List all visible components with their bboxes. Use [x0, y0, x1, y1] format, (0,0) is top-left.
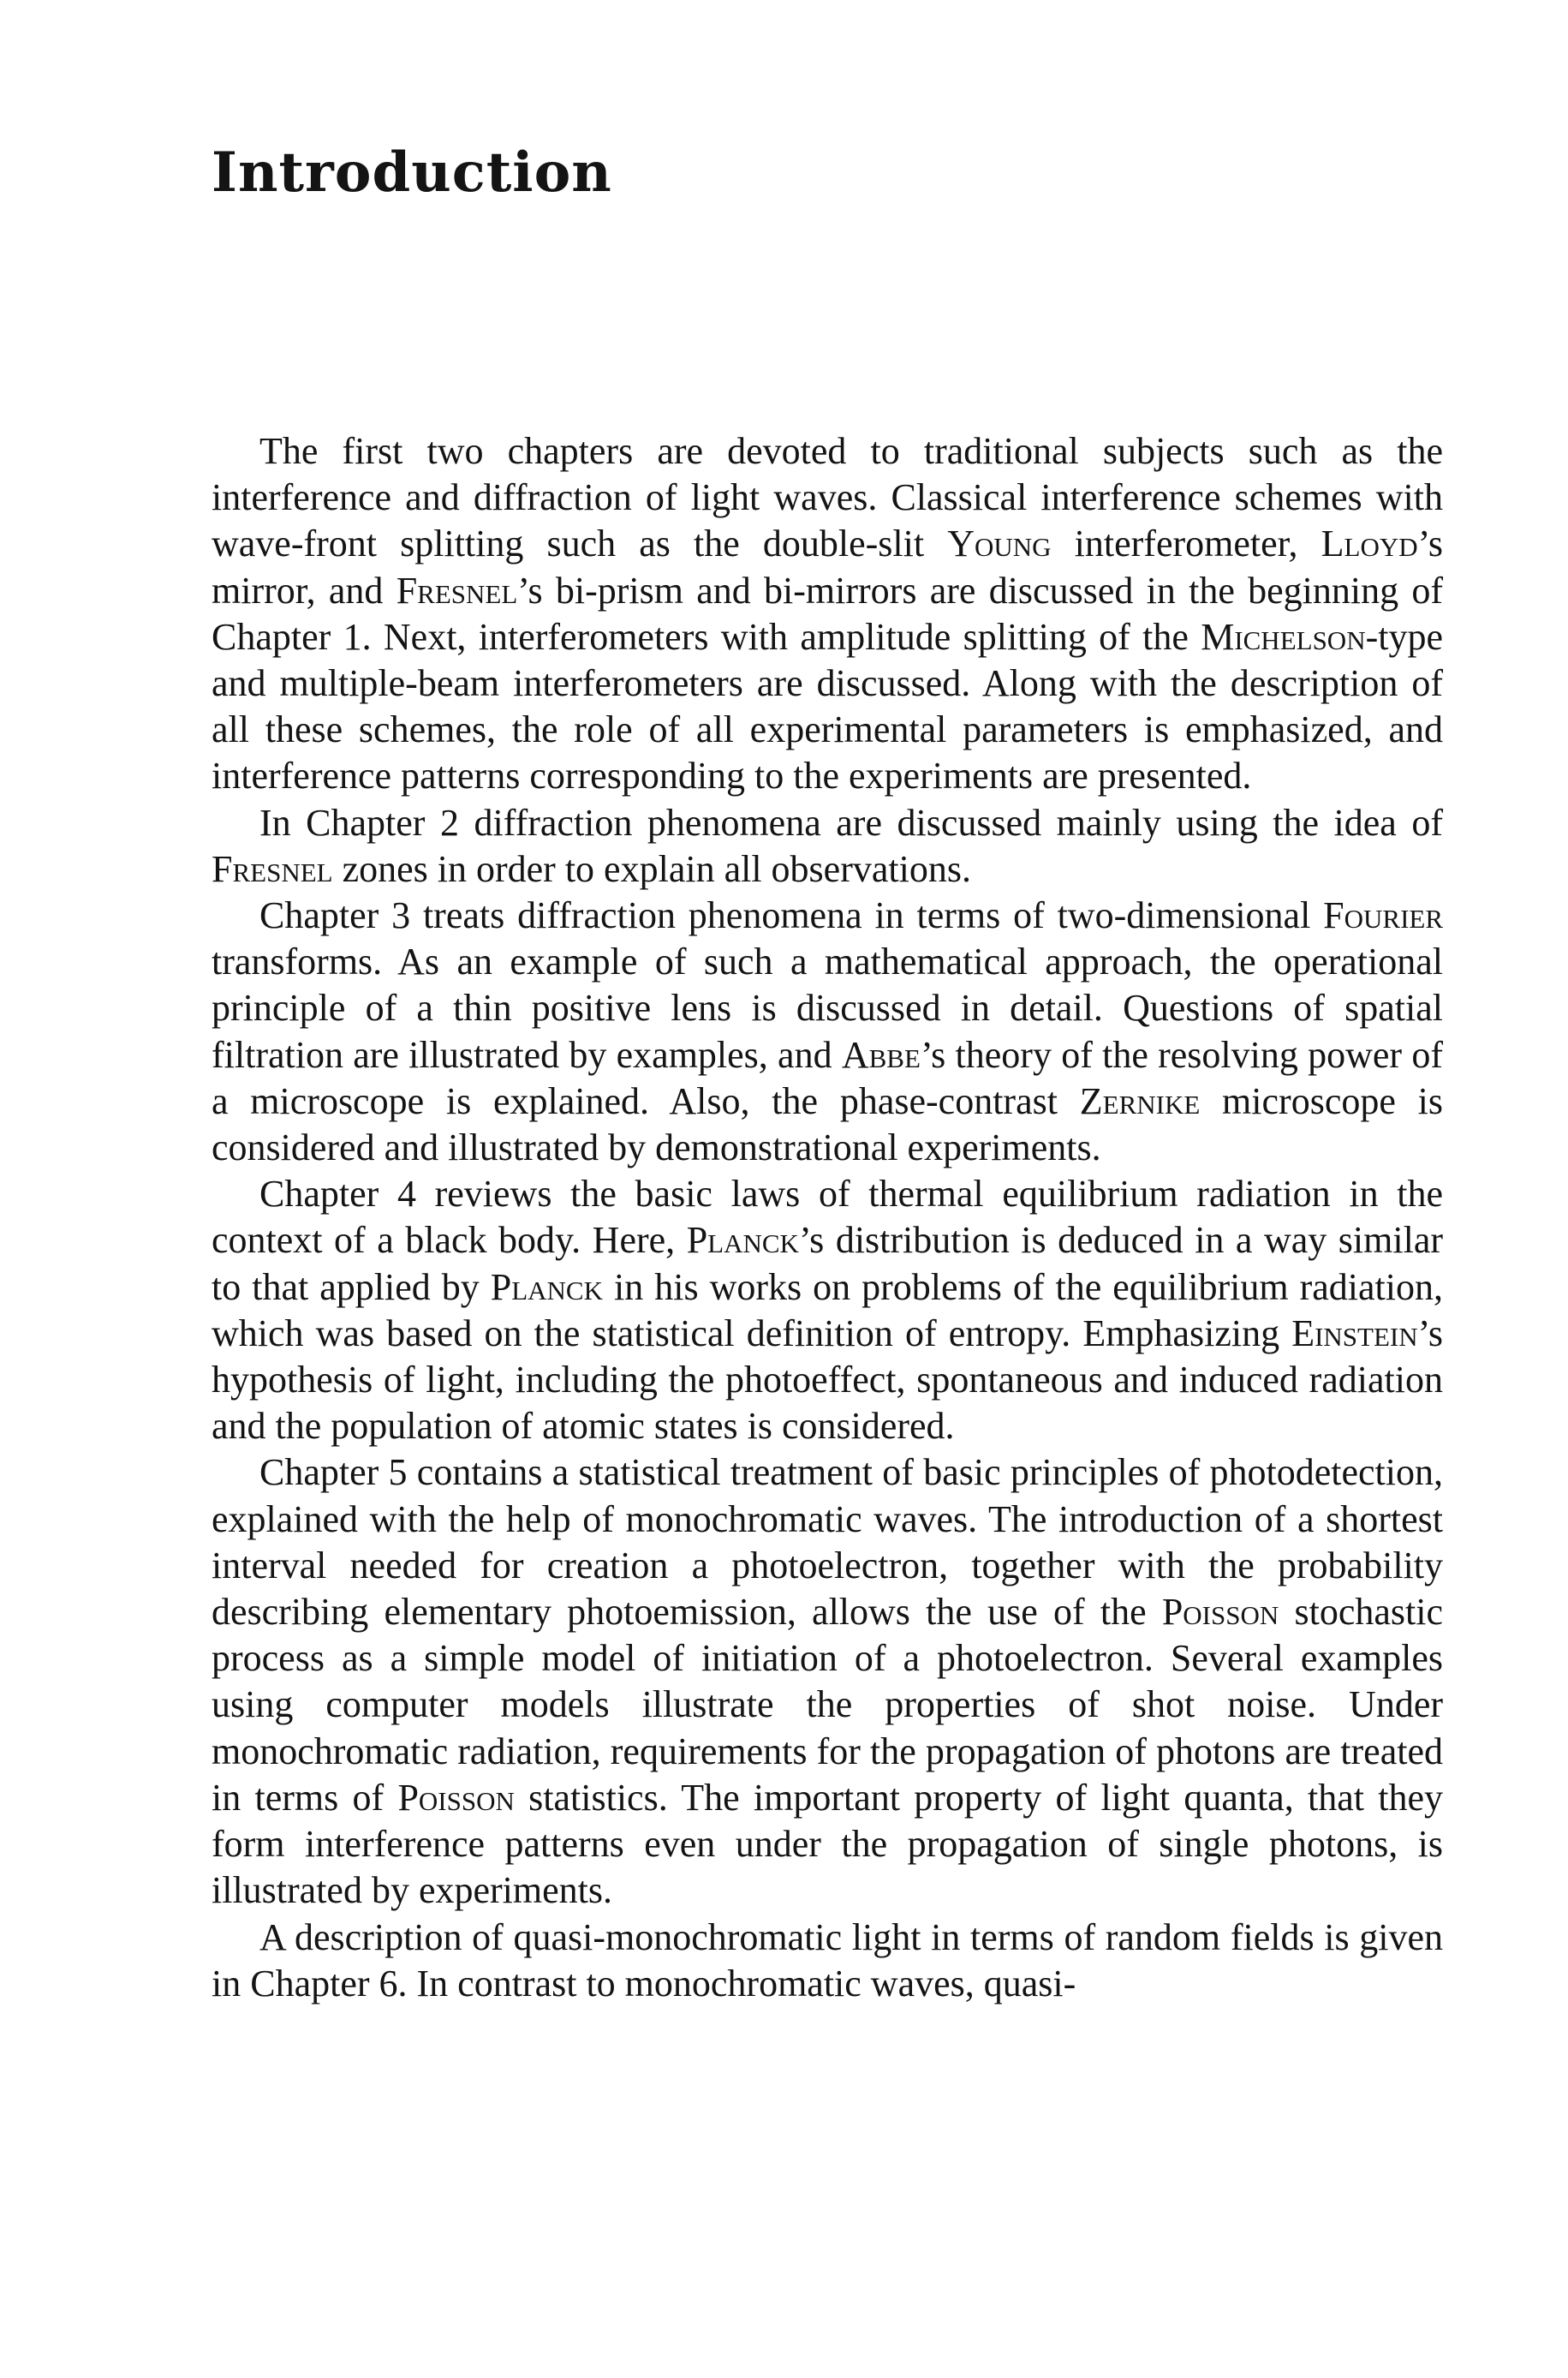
text-run: Chapter 3 treats diffraction phenomena in terms of two-dimensional [259, 894, 1324, 937]
person-name: Planck [686, 1219, 799, 1262]
paragraph [212, 1449, 1443, 1914]
text-run: The first two chapters are devoted to traditional subjects such as the interference and diffraction of light waves. Classical interference schemes with wave-front splitting such as the double-slit [212, 430, 1443, 565]
person-name: Poisson [397, 1776, 515, 1819]
person-name: Young [947, 523, 1052, 565]
text-run: statistics. The important property of light quanta, that they form interference patterns even under the propagation of single photons, is illustrated by experiments. [212, 1776, 1443, 1912]
text-run: interferometer, [1051, 523, 1321, 565]
text-run: Chapter 5 contains a statistical treatment of basic principles of photodetection, explained with the help of monochromatic waves. The introduction of a shortest interval needed for creation a photoelectron, together with the probability describing elementary photoemission, allows the use of the [212, 1451, 1443, 1634]
text-run: ’s distribution is deduced in a way similar to that applied by [212, 1219, 1443, 1308]
body-text [212, 428, 1443, 2007]
person-name: Planck [490, 1265, 603, 1308]
paragraph [212, 428, 1443, 800]
person-name: Abbe [841, 1033, 921, 1076]
text-run: Chapter 4 reviews the basic laws of thermal equilibrium radiation in the context of a black body. Here, [212, 1173, 1443, 1262]
text-run: ’s mirror, and [212, 523, 1443, 612]
paragraph [212, 1171, 1443, 1449]
person-name: Zernike [1079, 1079, 1201, 1122]
person-name: Poisson [1161, 1591, 1279, 1634]
person-name: Fresnel [212, 847, 333, 890]
person-name: Fresnel [396, 569, 518, 612]
paragraph [212, 893, 1443, 1171]
text-run: A description of quasi-monochromatic light in terms of random fields is given in Chapter 6. In contrast to monochromatic waves, quasi- [212, 1915, 1443, 2005]
text-run: ’s bi-prism and bi-mirrors are discussed in the beginning of Chapter 1. Next, interferometers with amplitude splitting of the [212, 569, 1443, 658]
paragraph [212, 800, 1443, 893]
text-run: In Chapter 2 diffraction phenomena are discussed mainly using the idea of [259, 801, 1443, 844]
text-run: stochastic process as a simple model of initiation of a photoelectron. Several examples using computer models illustrate the properties of shot noise. Under monochromatic radiation, requirements for the propagation of photons are treated in terms of [212, 1591, 1443, 1819]
person-name: Michelson [1201, 615, 1366, 658]
text-run: -type and multiple-beam interferometers are discussed. Along with the description of all these schemes, the role of all experimental parameters is emphasized, and interference patterns corresponding to the experiments are presented. [212, 615, 1443, 798]
person-name: Fourier [1323, 894, 1443, 937]
text-run: transforms. As an example of such a mathematical approach, the operational principle of a thin positive lens is discussed in detail. Questions of spatial filtration are illustrated by examples, and [212, 941, 1443, 1076]
text-run: in his works on problems of the equilibrium radiation, which was based on the statistical definition of entropy. Emphasizing [212, 1265, 1443, 1354]
text-run: ’s hypothesis of light, including the photoeffect, spontaneous and induced radiation and the population of atomic states is considered. [212, 1311, 1443, 1448]
paragraph [212, 1915, 1443, 2007]
text-run: ’s theory of the resolving power of a microscope is explained. Also, the phase-contrast [212, 1033, 1443, 1122]
text-run: zones in order to explain all observations. [332, 847, 971, 890]
person-name: Einstein [1291, 1311, 1418, 1354]
text-run: microscope is considered and illustrated by demonstrational experiments. [212, 1079, 1443, 1169]
chapter-title: Introduction [212, 140, 612, 205]
person-name: Lloyd [1321, 523, 1418, 565]
